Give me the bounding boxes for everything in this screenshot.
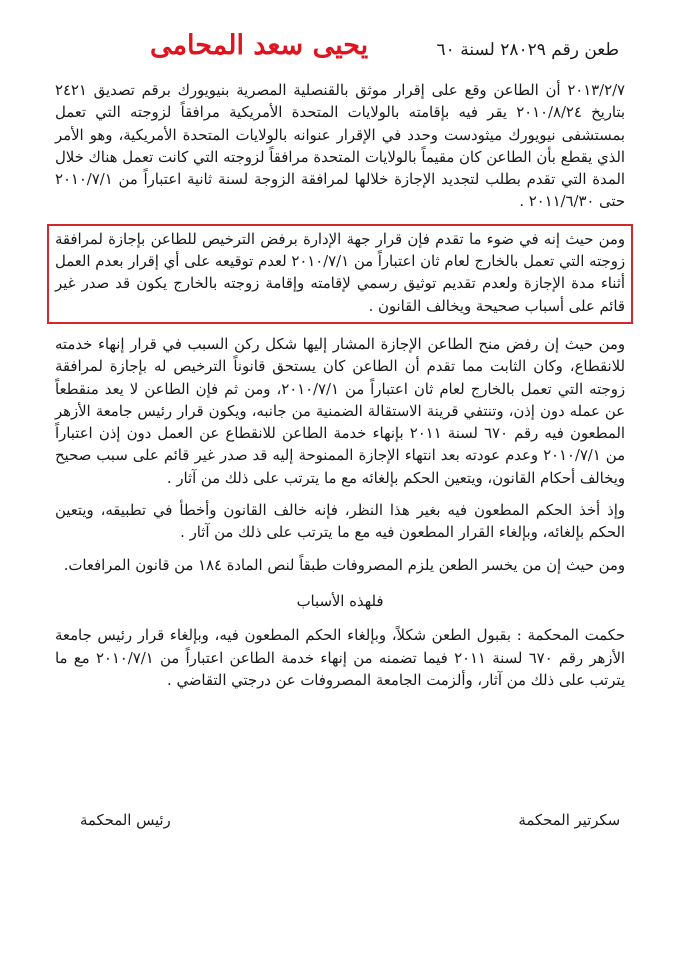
page-header bbox=[0, 30, 679, 70]
president-signature: رئيس المحكمة bbox=[80, 812, 171, 829]
highlighted-paragraph: ومن حيث إنه في ضوء ما تقدم فإن قرار جهة الإدارة برفض الترخيص للطاعن بإجازة لمرافقة زوجته التي تعمل بالخارج لعام ثان اعتباراً من ٢٠١٠/٧/١ لعدم توقيعه على أي إقرار بعدم العمل أثناء مدة الإجازة ولعدم تقديم توثيق رسمي لإقامته وإقامة زوجته بالخارج يكون قد صدر غير قائم على أسباب صحيحة ويخالف القانون . bbox=[47, 224, 633, 324]
case-reference: طعن رقم ٢٨٠٢٩ لسنة ٦٠ bbox=[436, 40, 619, 60]
paragraph-costs: ومن حيث إن من يخسر الطعن يلزم المصروفات طبقاً لنص المادة ١٨٤ من قانون المرافعات. bbox=[63, 556, 625, 574]
document-body bbox=[55, 80, 625, 702]
paragraph-ruling: وإذ أخذ الحكم المطعون فيه بغير هذا النظر، فإنه خالف القانون وأخطأ في تطبيقه، ويتعين الحكم بإلغائه، وبإلغاء القرار المطعون فيه مع ما يترتب على ذلك من آثار . bbox=[55, 502, 625, 542]
secretary-signature: سكرتير المحكمة bbox=[518, 812, 620, 829]
verdict-paragraph: حكمت المحكمة : بقبول الطعن شكلاً، وبإلغاء الحكم المطعون فيه، وبإلغاء قرار رئيس جامعة الأزهر رقم ٦٧٠ لسنة ٢٠١١ فيما تضمنه من إنهاء خدمة الطاعن اعتباراً من ٢٠١٠/٧/١ مع ما يترتب على ذلك من آثار، وألزمت الجامعة المصروفات عن درجتي التقاضي . bbox=[55, 627, 626, 689]
paragraph-intro: ٢٠١٣/٢/٧ أن الطاعن وقع على إقرار موثق بالقنصلية المصرية بنيويورك برقم تصديق ٢٤٢١ بتاريخ ٢٠١٠/٨/٢٤ يقر فيه بإقامته بالولايات المتحدة الأمريكية مرافقاً لزوجته التي تعمل بمستشفى نيويورك ميثودست وحدد في الإقرار عنوانه بالولايات المتحدة الأمريكية، وهو الأمر الذي يقطع بأن الطاعن كان مقيماً بالولايات المتحدة مرافقاً لزوجته التي كانت تعمل هناك خلال المدة التي تقدم بطلب لتجديد الإجازة خلالها لمرافقة الزوجة لسنة ثانية اعتباراً من ٢٠١٠/٧/١ حتى ٢٠١١/٦/٣٠ . bbox=[55, 82, 625, 211]
section-title: فلهذه الأسباب bbox=[296, 592, 384, 610]
paragraph-termination: ومن حيث إن رفض منح الطاعن الإجازة المشار إليها شكل ركن السبب في قرار إنهاء خدمته للانقطاع، وكان الثابت مما تقدم أن الطاعن كان يستحق قانوناً الترخيص له بإجازة لمرافقة زوجته التي تعمل بالخارج لعام ثان اعتباراً من ٢٠١٠/٧/١، ومن ثم فإن الطاعن لا يعد منقطعاً عن عمله دون إذن، وتنتفي قرينة الاستقالة الضمنية من جانبه، ويكون قرار رئيس جامعة الأزهر المطعون فيه رقم ٦٧٠ لسنة ٢٠١١ بإنهاء خدمة الطاعن للانقطاع عن العمل دون إذن اعتباراً من ٢٠١٠/٧/١ وعدم عودته بعد انتهاء الإجازة الممنوحة إليه قد صدر غير قائم على سبب صحيح ويخالف أحكام القانون، ويتعين الحكم بإلغائه مع ما يترتب على ذلك من آثار . bbox=[55, 335, 625, 487]
author-name: يحيى سعد المحامى bbox=[150, 30, 369, 61]
